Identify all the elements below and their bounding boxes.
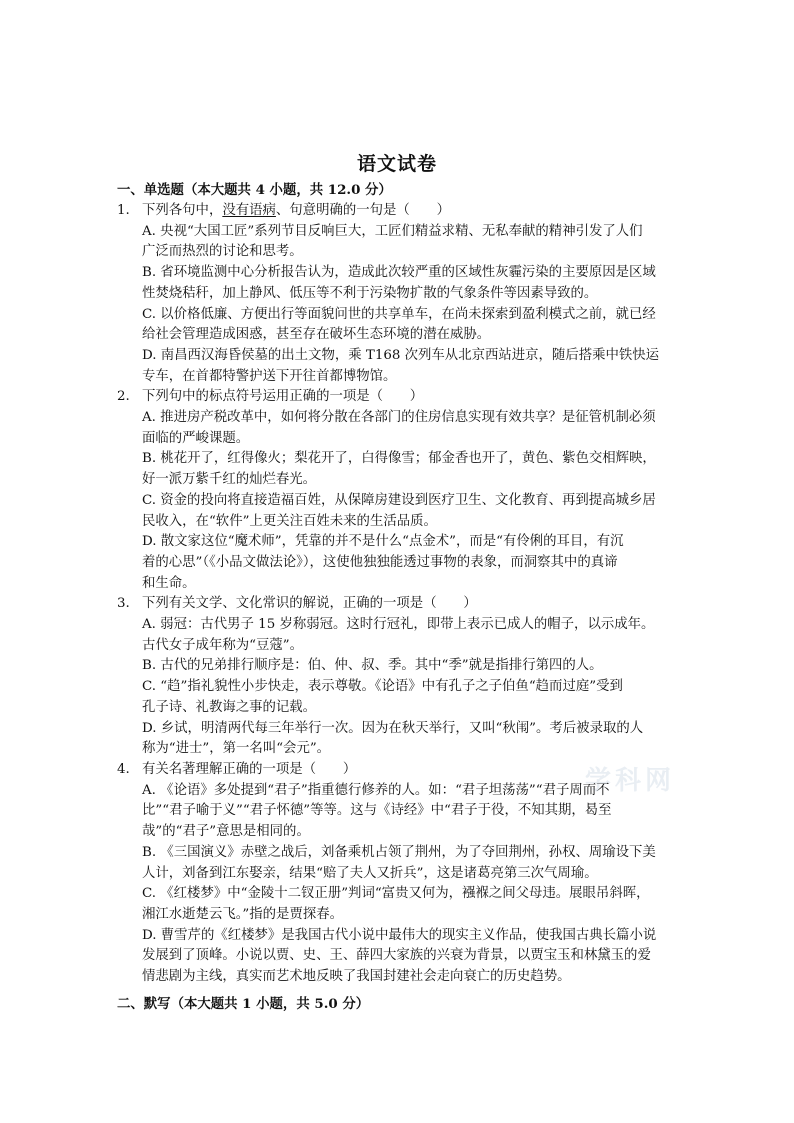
option-D	[142, 346, 697, 387]
question-stem	[142, 201, 697, 222]
question-number: 1.	[117, 203, 130, 218]
option-D	[142, 926, 697, 988]
question-body	[142, 387, 697, 594]
page-title: 语文试卷	[356, 153, 437, 175]
section-name: 一、单选题	[117, 182, 184, 198]
option-C	[142, 884, 697, 925]
option-text-line: C. 资金的投向将直接造福百姓，从保障房建设到医疗卫生、文化教育、再到提高城乡居	[142, 492, 656, 508]
question-body	[142, 594, 697, 760]
option-C	[142, 677, 697, 718]
option-C	[142, 491, 697, 532]
option-B	[142, 263, 697, 304]
option-text-line: 面临的严峻课题。	[142, 430, 250, 446]
option-text-line: 性焚烧秸秆，加上静风、低压等不利于污染物扩散的气象条件等因素导致的。	[142, 285, 598, 301]
question-body	[142, 201, 697, 387]
option-text-line: 广泛而热烈的讨论和思考。	[142, 244, 303, 260]
section-header-single-choice	[117, 180, 697, 202]
stem-u: 没有语病	[222, 203, 276, 218]
option-text-line: C. “趋”指礼貌性小步快走，表示尊敬。《论语》中有孔子之子伯鱼“趋而过庭”受到	[142, 679, 623, 695]
option-A	[142, 408, 697, 449]
question-stem	[142, 387, 697, 408]
option-A	[142, 222, 697, 263]
option-text-line: 称为“进士”，第一名叫“会元”。	[142, 741, 331, 757]
option-text-line: B. 古代的兄弟排行顺序是：伯、仲、叔、季。其中“季”就是指排行第四的人。	[142, 658, 603, 674]
question-2	[117, 387, 697, 594]
option-text-line: D. 散文家这位“魔术师”，凭靠的并不是什么“点金术”，而是“有伶俐的耳目，有沉	[142, 534, 624, 550]
option-text-line: D. 曹雪芹的《红楼梦》是我国古代小说中最伟大的现实主义作品，使我国古典长篇小说	[142, 927, 657, 943]
stem-pre: 下列各句中，	[142, 203, 223, 218]
question-body	[142, 760, 697, 988]
option-text-line: 发展到了顶峰。小说以贾、史、王、薛四大家族的兴衰为背景，以贾宝玉和林黛玉的爱	[142, 948, 651, 964]
question-number: 3.	[117, 596, 130, 612]
option-B	[142, 449, 697, 490]
option-text-line: D. 乡试，明清两代每三年举行一次。因为在秋天举行，又叫“秋闱”。考后被录取的人	[142, 720, 644, 736]
option-B	[142, 843, 697, 884]
question-stem	[142, 760, 697, 781]
option-text-line: 和生命。	[142, 575, 196, 591]
option-text-line: C. 《红楼梦》中“金陵十二钗正册”判词“富贵又何为，襁褓之间父母违。展眼吊斜晖，	[142, 886, 650, 902]
option-text-line: 比”“君子喻于义”“君子怀德”等等。这与《诗经》中“君子于役，不知其期，曷至	[142, 803, 612, 819]
option-text-line: B. 桃花开了，红得像火；梨花开了，白得像雪；郁金香也开了，黄色、紫色交相辉映，	[142, 451, 656, 467]
option-text-line: 给社会管理造成困惑，甚至存在破坏生态环境的潜在威胁。	[142, 327, 491, 343]
option-text-line: 哉”的“君子”意思是相同的。	[142, 824, 310, 840]
option-C	[142, 305, 697, 346]
option-D	[142, 532, 697, 594]
option-text-line: B. 省环境监测中心分析报告认为，造成此次较严重的区域性灰霾污染的主要原因是区域	[142, 265, 656, 281]
option-text-line: A. 央视“大国工匠”系列节目反响巨大，工匠们精益求精、无私奉献的精神引发了人们	[142, 223, 643, 239]
option-A	[142, 615, 697, 656]
option-text-line: A. 《论语》多处提到“君子”指重德行修养的人。如：“君子坦荡荡”“君子周而不	[142, 782, 610, 798]
option-text-line: 好一派万紫千红的灿烂春光。	[142, 472, 317, 488]
option-text-line: A. 推进房产税改革中，如何将分散在各部门的住房信息实现有效共享？是征管机制必须	[142, 410, 656, 426]
option-text-line: 湘江水逝楚云飞。”指的是贾探春。	[142, 906, 344, 922]
question-3	[117, 594, 697, 760]
stem-pre: 下列有关文学、文化常识的解说，正确的一项是（ ）	[142, 596, 477, 612]
section-name: 二、默写	[117, 996, 171, 1012]
option-text-line: D. 南昌西汉海昏侯墓的出土文物，乘 T168 次列车从北京西站进京，随后搭乘中铁快运	[142, 347, 660, 363]
option-text-line: 情悲剧为主线，真实而艺术地反映了我国封建社会走向衰亡的历史趋势。	[142, 969, 571, 985]
section-header-dictation	[117, 994, 697, 1016]
question-list	[117, 201, 697, 988]
question-number: 2.	[117, 389, 130, 405]
question-number: 4.	[117, 761, 130, 777]
option-text-line: 民收入，在“软件”上更关注百姓未来的生活品质。	[142, 513, 437, 529]
option-B	[142, 656, 697, 677]
option-D	[142, 719, 697, 760]
stem-pre: 有关名著理解正确的一项是（ ）	[142, 761, 357, 777]
option-A	[142, 781, 697, 843]
question-1	[117, 201, 697, 387]
question-stem	[142, 594, 697, 615]
option-text-line: B. 《三国演义》赤壁之战后，刘备乘机占领了荆州，为了夺回荆州，孙权、周瑜设下美	[142, 844, 656, 860]
stem-post: 、句意明确的一句是（ ）	[275, 203, 450, 218]
section-description: （本大题共 4 小题，共 12.0 分）	[183, 182, 392, 198]
option-text-line: 专车，在首都特警护送下开往首都博物馆。	[142, 368, 397, 384]
watermark: 学科网	[585, 766, 676, 796]
stem-pre: 下列句中的标点符号运用正确的一项是（ ）	[142, 389, 424, 405]
option-text-line: 孔子诗、礼教诲之事的记载。	[142, 699, 317, 715]
option-text-line: 人计，刘备到江东娶亲，结果“赔了夫人又折兵”，这是诸葛亮第三次气周瑜。	[142, 865, 598, 881]
section-description: （本大题共 1 小题，共 5.0 分）	[170, 996, 370, 1012]
option-text-line: C. 以价格低廉、方便出行等面貌问世的共享单车，在尚未探索到盈利模式之前，就已经	[142, 306, 656, 322]
option-text-line: A. 弱冠：古代男子 15 岁称弱冠。这时行冠礼，即带上表示已成人的帽子，以示成年。	[142, 617, 655, 633]
option-text-line: 着的心思”（《小品文做法论》），这使他独独能透过事物的表象，而洞察其中的真谛	[142, 554, 618, 570]
option-text-line: 古代女子成年称为“豆蔻”。	[142, 637, 303, 653]
question-4	[117, 760, 697, 988]
